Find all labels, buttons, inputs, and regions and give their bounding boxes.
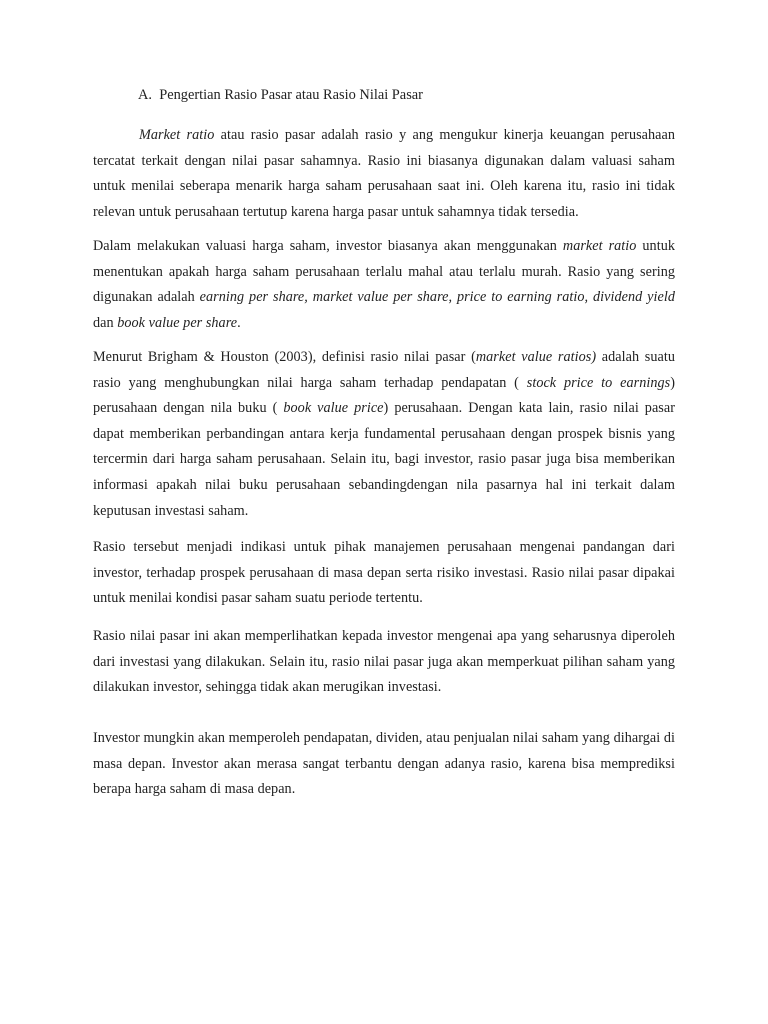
paragraph-2 bbox=[93, 234, 675, 336]
p2-run-3: earning per share, market value per share, price to earning ratio, dividend yield bbox=[199, 289, 675, 306]
p1-run-1: atau rasio pasar adalah rasio y ang mengukur kinerja keuangan perusahaan tercatat terkait dengan nilai pasar sahamnya. Rasio ini biasanya digunakan dalam valuasi saham untuk menilai seberapa menarik harga saham perusahaan saat ini. Oleh karena itu, rasio ini tidak relevan untuk perusahaan tertutup karena harga pasar untuk sahamnya tidak tersedia. bbox=[93, 127, 675, 220]
section-letter: A. bbox=[138, 87, 152, 103]
p2-run-1: market ratio bbox=[562, 238, 637, 254]
p3-run-4: ) perusahaan dengan nila buku ( bbox=[93, 374, 675, 417]
p2-run-6: . bbox=[237, 314, 241, 331]
p5-run-0: Rasio nilai pasar ini akan memperlihatkan kepada investor mengenai apa yang seharusnya diperoleh dari investasi yang dilakukan. Selain itu, rasio nilai pasar juga akan memperkuat pilihan saham yang dilakukan investor, sehingga tidak akan merugikan investasi. bbox=[93, 628, 675, 696]
p4-run-0: Rasio tersebut menjadi indikasi untuk pihak manajemen perusahaan mengenai pandangan dari investor, terhadap prospek perusahaan di masa depan serta risiko investasi. Rasio nilai pasar dipakai untuk menilai kondisi pasar saham suatu periode tertentu. bbox=[93, 539, 675, 607]
p3-run-2: adalah suatu rasio yang menghubungkan nilai harga saham terhadap pendapatan ( bbox=[93, 349, 675, 391]
paragraph-4 bbox=[93, 535, 675, 612]
paragraph-6 bbox=[93, 726, 675, 803]
paragraph-1 bbox=[93, 123, 675, 225]
p2-run-0: Dalam melakukan valuasi harga saham, investor biasanya akan menggunakan bbox=[93, 238, 563, 254]
p6-run-0: Investor mungkin akan memperoleh pendapatan, dividen, atau penjualan nilai saham yang dihargai di masa depan. Investor akan merasa sangat terbantu dengan adanya rasio, karena bisa memprediksi berapa harga saham di masa depan. bbox=[93, 730, 675, 798]
p3-run-1: market value ratios) bbox=[475, 349, 597, 365]
p2-run-4: dan bbox=[93, 314, 118, 331]
paragraph-5 bbox=[93, 624, 675, 701]
p2-run-2: untuk menentukan apakah harga saham perusahaan terlalu mahal atau terlalu murah. Rasio yang sering digunakan adalah bbox=[93, 238, 675, 306]
p3-run-6: ) perusahaan. Dengan kata lain, rasio nilai pasar dapat memberikan perbandingan antara kerja fundamental perusahaan dengan prospek bisnis yang tercermin dari harga saham perusahaan. Selain itu, bagi investor, rasio pasar juga bisa memberikan informasi apakah nilai buku perusahaan sebandingdengan nila pasarnya hal ini terkait dalam keputusan investasi saham. bbox=[93, 400, 675, 519]
p1-run-0: Market ratio bbox=[139, 127, 215, 143]
p2-run-5: book value per share bbox=[117, 314, 238, 331]
p3-run-0: Menurut Brigham & Houston (2003), definisi rasio nilai pasar ( bbox=[93, 349, 476, 365]
p3-run-5: book value price bbox=[283, 400, 384, 417]
p3-run-3: stock price to earnings bbox=[526, 374, 671, 391]
section-title: Pengertian Rasio Pasar atau Rasio Nilai Pasar bbox=[159, 87, 423, 103]
paragraph-3 bbox=[93, 345, 675, 524]
section-heading bbox=[138, 84, 423, 106]
